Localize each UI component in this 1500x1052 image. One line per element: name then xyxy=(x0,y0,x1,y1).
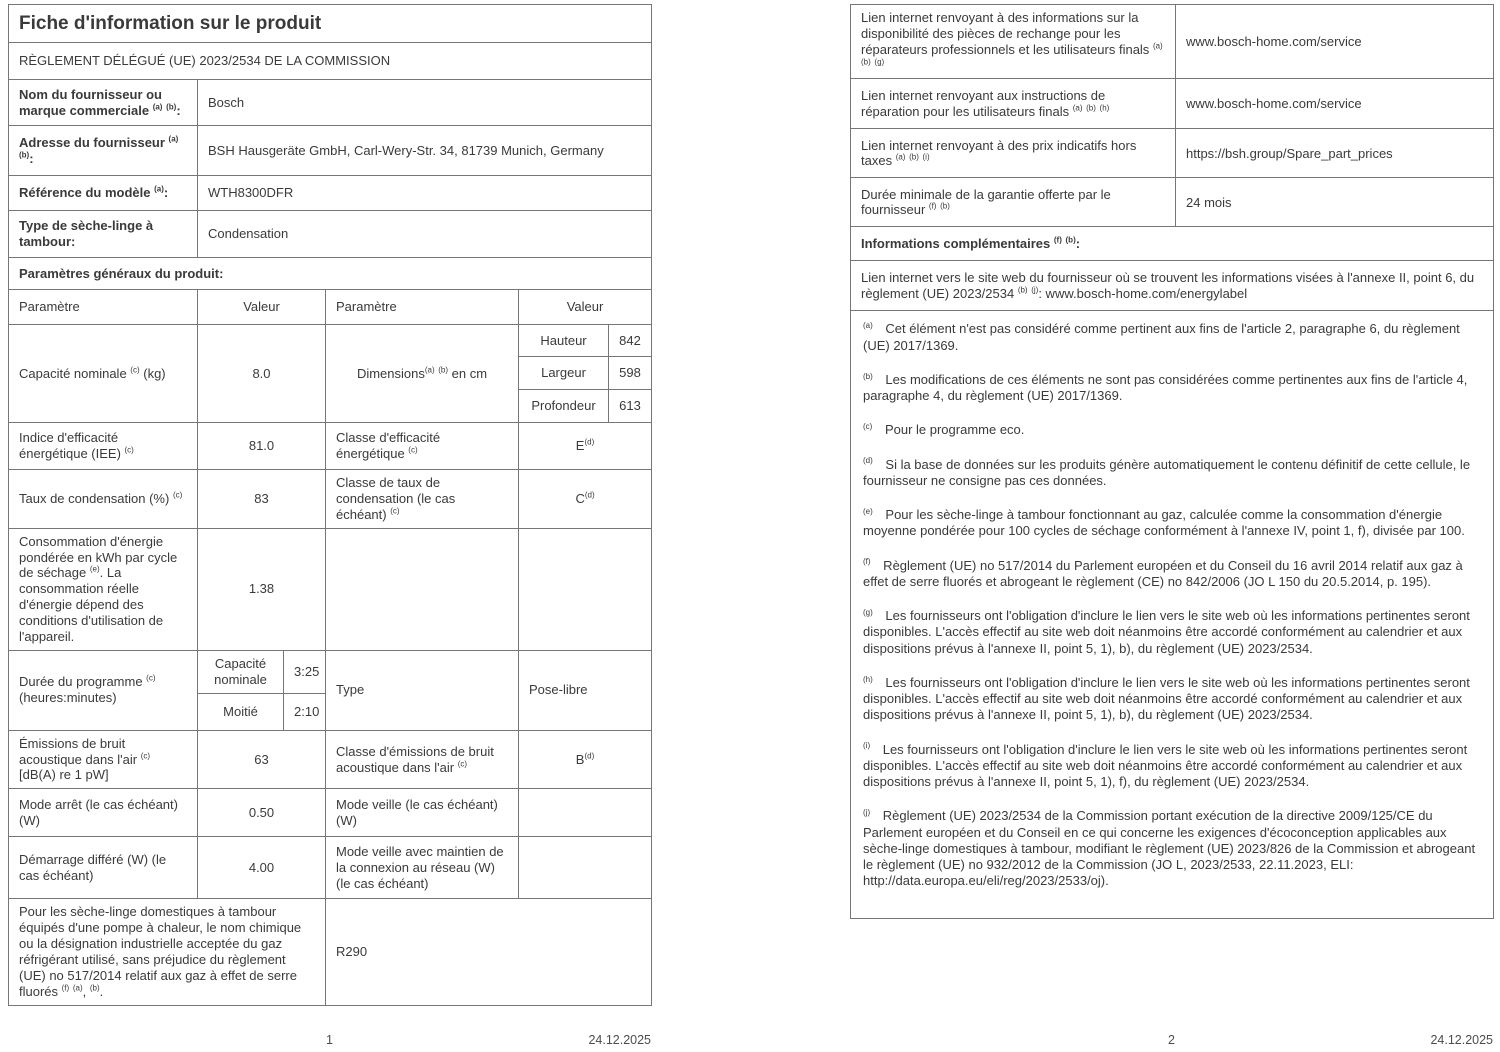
noise-class-label: Classe d'émissions de bruit acoustique dans l'air $^{(c)}$ xyxy=(326,730,519,789)
row-repair-instructions-link xyxy=(851,79,1494,129)
condensation-class-value: $C^{(d)}$ xyxy=(519,470,652,529)
row-energy-efficiency xyxy=(9,423,652,470)
row-model-reference xyxy=(9,176,652,211)
row-condensation xyxy=(9,470,652,529)
row-footnotes xyxy=(851,311,1494,918)
row-column-headers xyxy=(9,290,652,325)
eei-label: Indice d'efficacité énergétique (IEE) $^{(c)}$ xyxy=(9,423,198,470)
install-type-label: Type xyxy=(326,650,519,730)
dim-height-label: Hauteur xyxy=(519,325,609,357)
prices-link-label: Lien internet renvoyant à des prix indicatifs hors taxes $^{(a)}$ $^{(b)}$ $^{(i)}$ xyxy=(851,129,1176,178)
standby-label: Mode veille (le cas échéant) (W) xyxy=(326,789,519,837)
footnote-e: $^{(e)}$ Pour les sèche-linge à tambour fonctionnant au gaz, calculée comme la consommation d'énergie moyenne pondérée pour 100 cycles de séchage conformément à l'annexe IV, point 1, f), divisée par 100. xyxy=(863,506,1465,539)
product-info-sheet-page1 xyxy=(8,4,652,1006)
energy-consumption-param2-empty xyxy=(326,528,519,650)
page2-number: 2 xyxy=(1168,1033,1175,1047)
regulation-subtitle: RÈGLEMENT DÉLÉGUÉ (UE) 2023/2534 DE LA COMMISSION xyxy=(9,43,652,80)
warranty-value: 24 mois xyxy=(1176,178,1494,227)
noise-value: 63 xyxy=(198,730,326,789)
duration-rated-value: 3:25 xyxy=(284,650,326,693)
row-warranty xyxy=(851,178,1494,227)
footnote-d: $^{(d)}$ Si la base de données sur les produits génère automatiquement le contenu définitif de cette cellule, le fournisseur ne consigne pas ces données. xyxy=(863,456,1471,488)
standby-value-empty xyxy=(519,789,652,837)
row-title xyxy=(9,5,652,43)
footnote-c: $^{(c)}$ Pour le programme eco. xyxy=(863,422,1025,438)
row-capacity-dimensions xyxy=(9,325,652,357)
off-mode-value: 0.50 xyxy=(198,789,326,837)
product-info-sheet-page2 xyxy=(850,4,1494,919)
page1-number: 1 xyxy=(326,1033,333,1047)
additional-info-header: Informations complémentaires $^{(f)}$ $^{(b)}$: xyxy=(851,227,1494,261)
network-standby-label: Mode veille avec maintien de la connexion au réseau (W) (le cas échéant) xyxy=(326,837,519,899)
dim-width-label: Largeur xyxy=(519,357,609,390)
energy-consumption-label: Consommation d'énergie pondérée en kWh par cycle de séchage $^{(e)}$. La consommation réelle d'énergie dépend des conditions d'utilisation de l'appareil. xyxy=(9,528,198,650)
row-noise xyxy=(9,730,652,789)
refrigerant-label: Pour les sèche-linge domestiques à tambour équipés d'une pompe à chaleur, le nom chimique ou la désignation industrielle acceptée du gaz réfrigérant utilisé, sans préjudice du règlement (UE) no 517/2014 relatif aux gaz à effet de serre fluorés $^{(f)}$ $^{(a)}$, $^{(b)}$. xyxy=(9,899,326,1005)
row-energy-consumption xyxy=(9,528,652,650)
row-section-header xyxy=(9,258,652,290)
noise-class-value: $B^{(d)}$ xyxy=(519,730,652,789)
dim-depth-label: Profondeur xyxy=(519,390,609,423)
dim-width-value: 598 xyxy=(609,357,652,390)
model-reference-value: WTH8300DFR xyxy=(198,176,652,211)
row-programme-duration xyxy=(9,650,652,693)
repair-instructions-link-label: Lien internet renvoyant aux instructions de réparation pour les utilisateurs finals $^{(a)}$ $^{(b)}$ $^{(h)}$ xyxy=(851,79,1176,129)
energy-consumption-value: 1.38 xyxy=(198,528,326,650)
energylabel-link-text: Lien internet vers le site web du fournisseur où se trouvent les informations visées à l'annexe II, point 6, du règlement (UE) 2023/2534 $^{(b)}$ $^{(j)}$: www.bosch-home.com/energylabel xyxy=(851,261,1494,311)
footnote-j: $^{(j)}$ Règlement (UE) 2023/2534 de la Commission portant exécution de la directive 2009/125/CE du Parlement européen et du Conseil en ce qui concerne les exigences d'écoconception applicables aux sèche-linge domestiques à tambour, modifiant le règlement (UE) 2023/826 de la Commission et abrogeant le règlement (UE) no 932/2012 de la Commission (JO L, 2023/2533, 22.11.2023, ELI: http://data.europa.eu/eli/reg/2023/2533/oj). xyxy=(863,808,1476,889)
row-supplier-name xyxy=(9,80,652,126)
supplier-name-label: Nom du fournisseur ou marque commerciale $^{(a)}$ $^{(b)}$: xyxy=(9,80,198,126)
noise-label: Émissions de bruit acoustique dans l'air $^{(c)}$ [dB(A) re 1 pW] xyxy=(9,730,198,789)
spare-parts-link-value: www.bosch-home.com/service xyxy=(1176,5,1494,79)
param-col-header-1: Paramètre xyxy=(9,290,198,325)
dryer-type-value: Condensation xyxy=(198,211,652,258)
prices-link-value: https://bsh.group/Spare_part_prices xyxy=(1176,129,1494,178)
delay-start-value: 4.00 xyxy=(198,837,326,899)
capacity-label: Capacité nominale $^{(c)}$ (kg) xyxy=(9,325,198,423)
row-spare-parts-link xyxy=(851,5,1494,79)
general-params-header: Paramètres généraux du produit: xyxy=(9,258,652,290)
condensation-label: Taux de condensation (%) $^{(c)}$ xyxy=(9,470,198,529)
duration-rated-label: Capacité nominale xyxy=(198,650,284,693)
off-mode-label: Mode arrêt (le cas échéant) (W) xyxy=(9,789,198,837)
footnote-a: $^{(a)}$ Cet élément n'est pas considéré comme pertinent aux fins de l'article 2, paragraphe 6, du règlement (UE) 2017/1369. xyxy=(863,321,1460,353)
row-off-mode xyxy=(9,789,652,837)
supplier-address-label: Adresse du fournisseur $^{(a)}$ $^{(b)}$: xyxy=(9,126,198,176)
duration-half-value: 2:10 xyxy=(284,693,326,730)
page2-date: 24.12.2025 xyxy=(1430,1033,1493,1047)
row-supplier-address xyxy=(9,126,652,176)
row-prices-link xyxy=(851,129,1494,178)
model-reference-label: Référence du modèle $^{(a)}$: xyxy=(9,176,198,211)
footnote-h: $^{(h)}$ Les fournisseurs ont l'obligation d'inclure le lien vers le site web où les informations pertinentes seront disponibles. L'accès effectif au site web doit néanmoins être accordé conformément au calendrier et aux dispositions prévus à l'annexe II, point 5, 1), b), du règlement (UE) 2023/2534. xyxy=(863,674,1470,723)
footnotes-block xyxy=(851,311,1494,918)
condensation-value: 83 xyxy=(198,470,326,529)
row-regulation xyxy=(9,43,652,80)
footnote-g: $^{(g)}$ Les fournisseurs ont l'obligation d'inclure le lien vers le site web où les informations pertinentes seront disponibles. L'accès effectif au site web doit néanmoins être accordé conformément au calendrier et aux dispositions prévus à l'annexe II, point 5, 1), b), du règlement (UE) 2023/2534. xyxy=(863,607,1470,656)
capacity-value: 8.0 xyxy=(198,325,326,423)
page-title: Fiche d'information sur le produit xyxy=(9,5,652,43)
install-type-value: Pose-libre xyxy=(519,650,652,730)
delay-start-label: Démarrage différé (W) (le cas échéant) xyxy=(9,837,198,899)
network-standby-value-empty xyxy=(519,837,652,899)
eei-value: 81.0 xyxy=(198,423,326,470)
page1-date: 24.12.2025 xyxy=(588,1033,651,1047)
refrigerant-value: R290 xyxy=(326,899,652,1005)
value-col-header-1: Valeur xyxy=(198,290,326,325)
duration-label: Durée du programme $^{(c)}$ (heures:minutes) xyxy=(9,650,198,730)
energy-class-value: $E^{(d)}$ xyxy=(519,423,652,470)
dimensions-label: Dimensions$^{(a)}$ $^{(b)}$ en cm xyxy=(326,325,519,423)
condensation-class-label: Classe de taux de condensation (le cas échéant) $^{(c)}$ xyxy=(326,470,519,529)
row-additional-info-header xyxy=(851,227,1494,261)
dim-depth-value: 613 xyxy=(609,390,652,423)
row-refrigerant xyxy=(9,899,652,1005)
warranty-label: Durée minimale de la garantie offerte par le fournisseur $^{(f)}$ $^{(b)}$ xyxy=(851,178,1176,227)
row-delay-start xyxy=(9,837,652,899)
value-col-header-2: Valeur xyxy=(519,290,652,325)
supplier-name-value: Bosch xyxy=(198,80,652,126)
energy-consumption-value2-empty xyxy=(519,528,652,650)
supplier-address-value: BSH Hausgeräte GmbH, Carl-Wery-Str. 34, 81739 Munich, Germany xyxy=(198,126,652,176)
row-dryer-type xyxy=(9,211,652,258)
param-col-header-2: Paramètre xyxy=(326,290,519,325)
repair-instructions-link-value: www.bosch-home.com/service xyxy=(1176,79,1494,129)
footnote-b: $^{(b)}$ Les modifications de ces éléments ne sont pas considérées comme pertinentes aux fins de l'article 4, paragraphe 4, du règlement (UE) 2017/1369. xyxy=(863,371,1468,404)
dim-height-value: 842 xyxy=(609,325,652,357)
spare-parts-link-label: Lien internet renvoyant à des informations sur la disponibilité des pièces de rechange pour les réparateurs professionnels et les utilisateurs finals $^{(a)}$ $^{(b)}$ $^{(g)}$ xyxy=(851,5,1176,79)
row-energylabel-link xyxy=(851,261,1494,311)
dryer-type-label: Type de sèche-linge à tambour: xyxy=(9,211,198,258)
footnote-f: $^{(f)}$ Règlement (UE) no 517/2014 du Parlement européen et du Conseil du 16 avril 2014 relatif aux gaz à effet de serre fluorés et abrogeant le règlement (CE) no 842/2006 (JO L 150 du 20.5.2014, p. 195). xyxy=(863,557,1463,589)
footnote-i: $^{(i)}$ Les fournisseurs ont l'obligation d'inclure le lien vers le site web où les informations pertinentes seront disponibles. L'accès effectif au site web doit néanmoins être accordé conformément au calendrier et aux dispositions prévus à l'annexe II, point 5, 1), f), du règlement (UE) 2023/2534. xyxy=(863,741,1468,790)
energy-class-label: Classe d'efficacité énergétique $^{(c)}$ xyxy=(326,423,519,470)
duration-half-label: Moitié xyxy=(198,693,284,730)
